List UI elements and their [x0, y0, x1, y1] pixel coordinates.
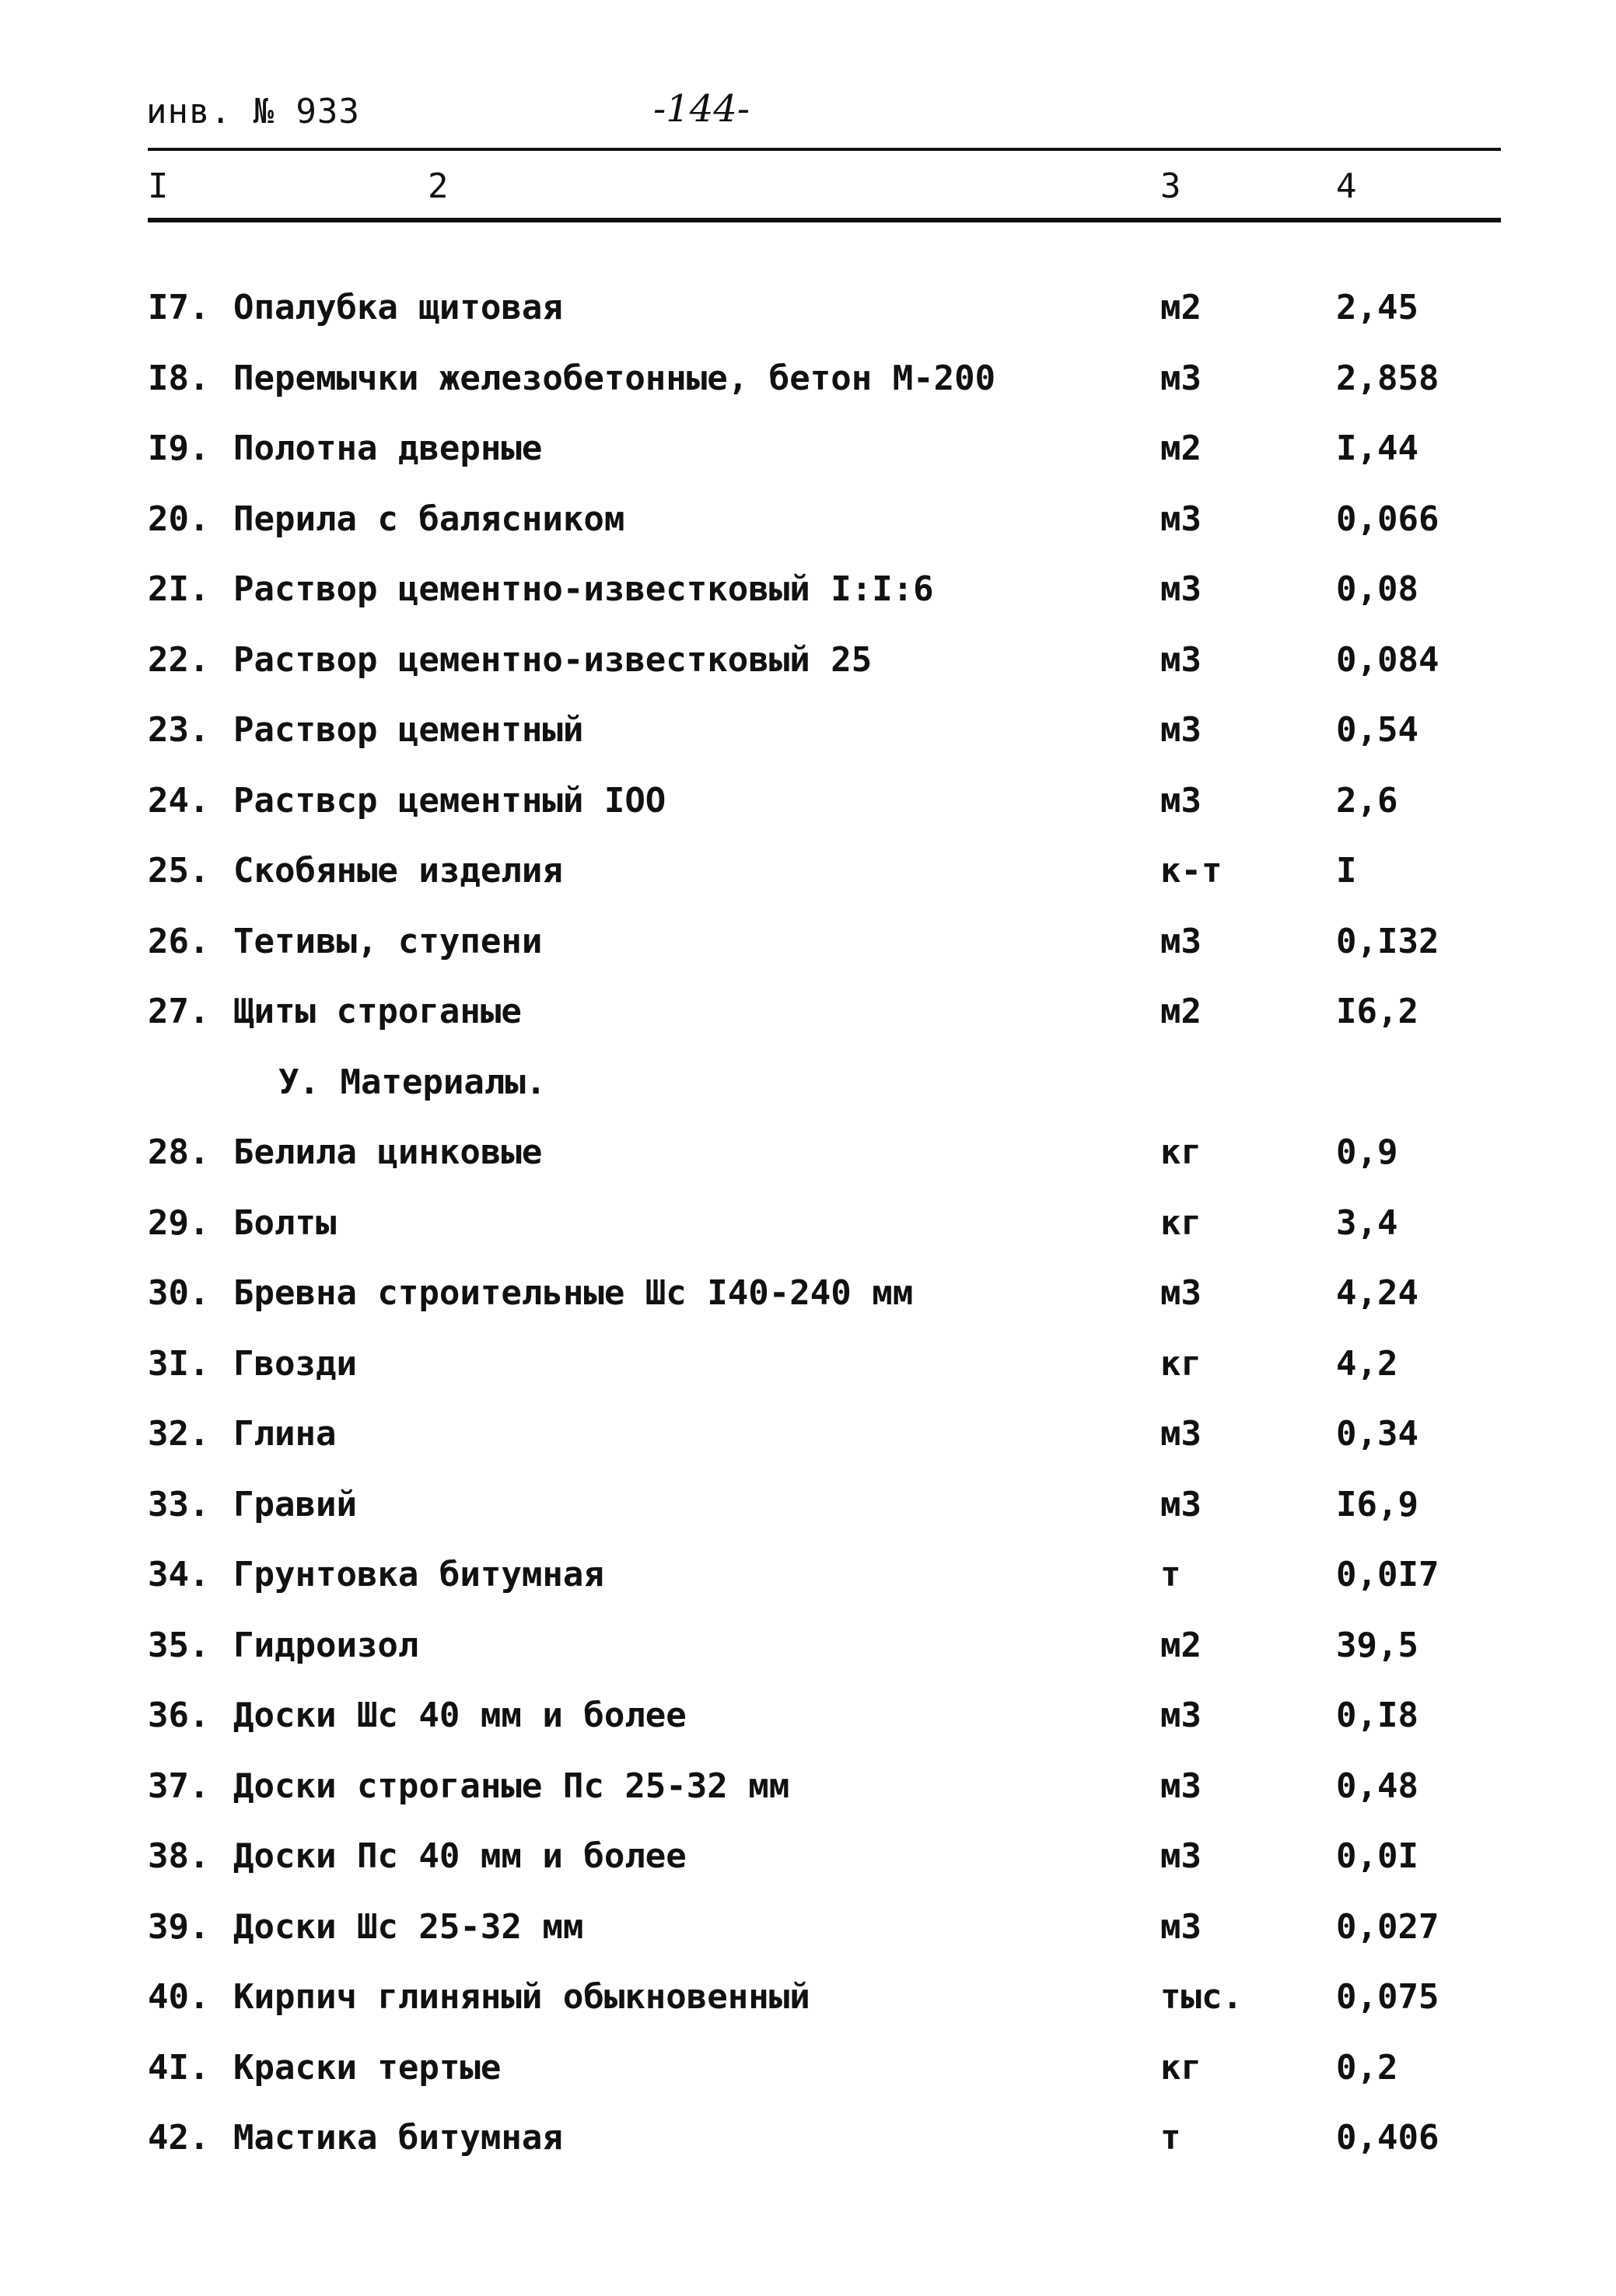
item-quantity: I	[1336, 851, 1357, 891]
item-name: Гидроизол	[233, 1625, 419, 1665]
row-number: 2I.	[148, 569, 210, 609]
item-name: Мастика битумная	[233, 2118, 563, 2158]
inventory-number: инв. № 933	[146, 92, 360, 131]
item-quantity: 0,08	[1336, 569, 1418, 609]
item-name: Щиты строганые	[233, 992, 522, 1031]
item-name: Раствор цементно-известковый 25	[233, 639, 873, 680]
item-quantity: I6,9	[1336, 1484, 1418, 1524]
item-name: Доски строганые Пс 25-32 мм	[233, 1766, 790, 1806]
item-quantity: 0,I32	[1336, 921, 1439, 961]
table-row	[0, 429, 1616, 499]
item-unit: м3	[1160, 1836, 1202, 1876]
item-quantity: I,44	[1336, 429, 1418, 468]
column-header-4: 4	[1336, 166, 1357, 206]
item-quantity: 0,34	[1336, 1414, 1418, 1454]
item-unit: кг	[1160, 1202, 1202, 1243]
item-name: Раствср цементный IOO	[233, 780, 666, 821]
table-row	[0, 1414, 1616, 1484]
item-unit: м3	[1160, 1906, 1202, 1947]
row-number: 37.	[148, 1766, 210, 1806]
item-unit: м3	[1160, 710, 1202, 750]
table-row	[0, 359, 1616, 429]
row-number: I8.	[148, 358, 210, 398]
item-name: Болты	[233, 1202, 337, 1243]
item-unit: м3	[1160, 780, 1202, 821]
row-number: 3I.	[148, 1343, 210, 1384]
table-row	[0, 2118, 1616, 2188]
row-number: 42.	[148, 2118, 210, 2158]
item-name: Бревна строительные Шс I40-240 мм	[233, 1273, 914, 1313]
table-header-rule	[148, 218, 1501, 222]
item-quantity: I6,2	[1336, 992, 1418, 1031]
item-quantity: 2,6	[1336, 780, 1398, 821]
item-unit: кг	[1160, 2047, 1202, 2088]
column-header-1: I	[148, 166, 169, 206]
page-number: -144-	[653, 87, 750, 131]
table-row	[0, 1273, 1616, 1343]
section-title: У. Материалы.	[278, 1062, 547, 1102]
item-quantity: 0,9	[1336, 1132, 1398, 1172]
table-row	[0, 640, 1616, 710]
item-quantity: 0,066	[1336, 499, 1439, 539]
item-unit: м2	[1160, 429, 1202, 468]
item-unit: м3	[1160, 569, 1202, 609]
table-row	[0, 1766, 1616, 1836]
table-row	[0, 781, 1616, 851]
table-row	[0, 1555, 1616, 1625]
item-quantity: 4,2	[1336, 1343, 1398, 1384]
item-name: Глина	[233, 1414, 337, 1454]
item-name: Скобяные изделия	[233, 851, 563, 891]
row-number: 29.	[148, 1202, 210, 1243]
item-quantity: 0,406	[1336, 2118, 1439, 2158]
item-unit: кг	[1160, 1132, 1202, 1172]
item-unit: м3	[1160, 1273, 1202, 1313]
row-number: 35.	[148, 1625, 210, 1665]
item-unit: м2	[1160, 1625, 1202, 1665]
table-row	[0, 851, 1616, 921]
item-name: Белила цинковые	[233, 1132, 543, 1172]
row-number: 4I.	[148, 2047, 210, 2088]
table-row	[0, 1977, 1616, 2047]
row-number: 22.	[148, 639, 210, 680]
row-number: 26.	[148, 921, 210, 961]
item-name: Грунтовка битумная	[233, 1555, 604, 1594]
item-name: Доски Шс 25-32 мм	[233, 1906, 584, 1947]
item-name: Полотна дверные	[233, 429, 543, 468]
item-unit: т	[1160, 2118, 1181, 2158]
item-name: Гравий	[233, 1484, 357, 1524]
item-unit: м3	[1160, 639, 1202, 680]
item-quantity: 4,24	[1336, 1273, 1418, 1313]
item-name: Раствор цементный	[233, 710, 584, 750]
item-quantity: 0,2	[1336, 2047, 1398, 2088]
row-number: 32.	[148, 1414, 210, 1454]
item-quantity: 2,45	[1336, 288, 1418, 327]
item-quantity: 0,48	[1336, 1766, 1418, 1806]
row-number: 28.	[148, 1132, 210, 1172]
item-name: Перемычки железобетонные, бетон М-200	[233, 358, 996, 398]
row-number: I9.	[148, 429, 210, 468]
item-quantity: 0,084	[1336, 639, 1439, 680]
item-unit: м3	[1160, 1766, 1202, 1806]
item-name: Опалубка щитовая	[233, 288, 563, 327]
item-quantity: 0,075	[1336, 1977, 1439, 2017]
row-number: I7.	[148, 288, 210, 327]
table-row	[0, 992, 1616, 1062]
item-name: Гвозди	[233, 1343, 357, 1384]
item-name: Перила с балясником	[233, 499, 625, 539]
row-number: 38.	[148, 1836, 210, 1876]
item-quantity: 39,5	[1336, 1625, 1418, 1665]
table-row	[0, 1344, 1616, 1414]
row-number: 24.	[148, 780, 210, 821]
column-header-2: 2	[428, 166, 449, 206]
item-name: Доски Пс 40 мм и более	[233, 1836, 687, 1876]
row-number: 36.	[148, 1696, 210, 1735]
item-unit: м3	[1160, 1414, 1202, 1454]
item-unit: м3	[1160, 921, 1202, 961]
item-quantity: 0,54	[1336, 710, 1418, 750]
item-unit: м3	[1160, 499, 1202, 539]
table-top-rule	[148, 148, 1501, 151]
item-unit: м3	[1160, 1484, 1202, 1524]
row-number: 34.	[148, 1555, 210, 1594]
item-name: Доски Шс 40 мм и более	[233, 1696, 687, 1735]
item-unit: м2	[1160, 992, 1202, 1031]
table-row	[0, 1132, 1616, 1202]
row-number: 40.	[148, 1977, 210, 2017]
item-unit: т	[1160, 1555, 1181, 1594]
table-row	[0, 569, 1616, 639]
table-row	[0, 1626, 1616, 1696]
row-number: 33.	[148, 1484, 210, 1524]
row-number: 25.	[148, 851, 210, 891]
table-row	[0, 1836, 1616, 1906]
table-row	[0, 922, 1616, 992]
item-unit: м2	[1160, 288, 1202, 327]
table-row	[0, 1696, 1616, 1766]
item-quantity: 0,0I	[1336, 1836, 1418, 1876]
item-unit: кг	[1160, 1343, 1202, 1384]
row-number: 23.	[148, 710, 210, 750]
item-name: Краски тертые	[233, 2047, 502, 2088]
item-quantity: 3,4	[1336, 1202, 1398, 1243]
row-number: 20.	[148, 499, 210, 539]
table-row	[0, 288, 1616, 358]
item-name: Тетивы, ступени	[233, 921, 543, 961]
item-quantity: 0,0I7	[1336, 1555, 1439, 1594]
table-row	[0, 2048, 1616, 2118]
item-quantity: 0,027	[1336, 1906, 1439, 1947]
item-unit: тыс.	[1160, 1977, 1243, 2017]
item-quantity: 2,858	[1336, 358, 1439, 398]
row-number: 39.	[148, 1906, 210, 1947]
table-row	[0, 710, 1616, 780]
item-name: Кирпич глиняный обыкновенный	[233, 1977, 810, 2017]
table-row	[0, 499, 1616, 569]
table-row	[0, 1485, 1616, 1555]
item-unit: м3	[1160, 1696, 1202, 1735]
table-row	[0, 1203, 1616, 1273]
column-header-3: 3	[1160, 166, 1181, 206]
item-unit: м3	[1160, 358, 1202, 398]
row-number: 27.	[148, 992, 210, 1031]
item-name: Раствор цементно-известковый I:I:6	[233, 569, 934, 609]
item-quantity: 0,I8	[1336, 1696, 1418, 1735]
row-number: 30.	[148, 1273, 210, 1313]
item-unit: к-т	[1160, 851, 1222, 891]
table-row	[0, 1907, 1616, 1977]
